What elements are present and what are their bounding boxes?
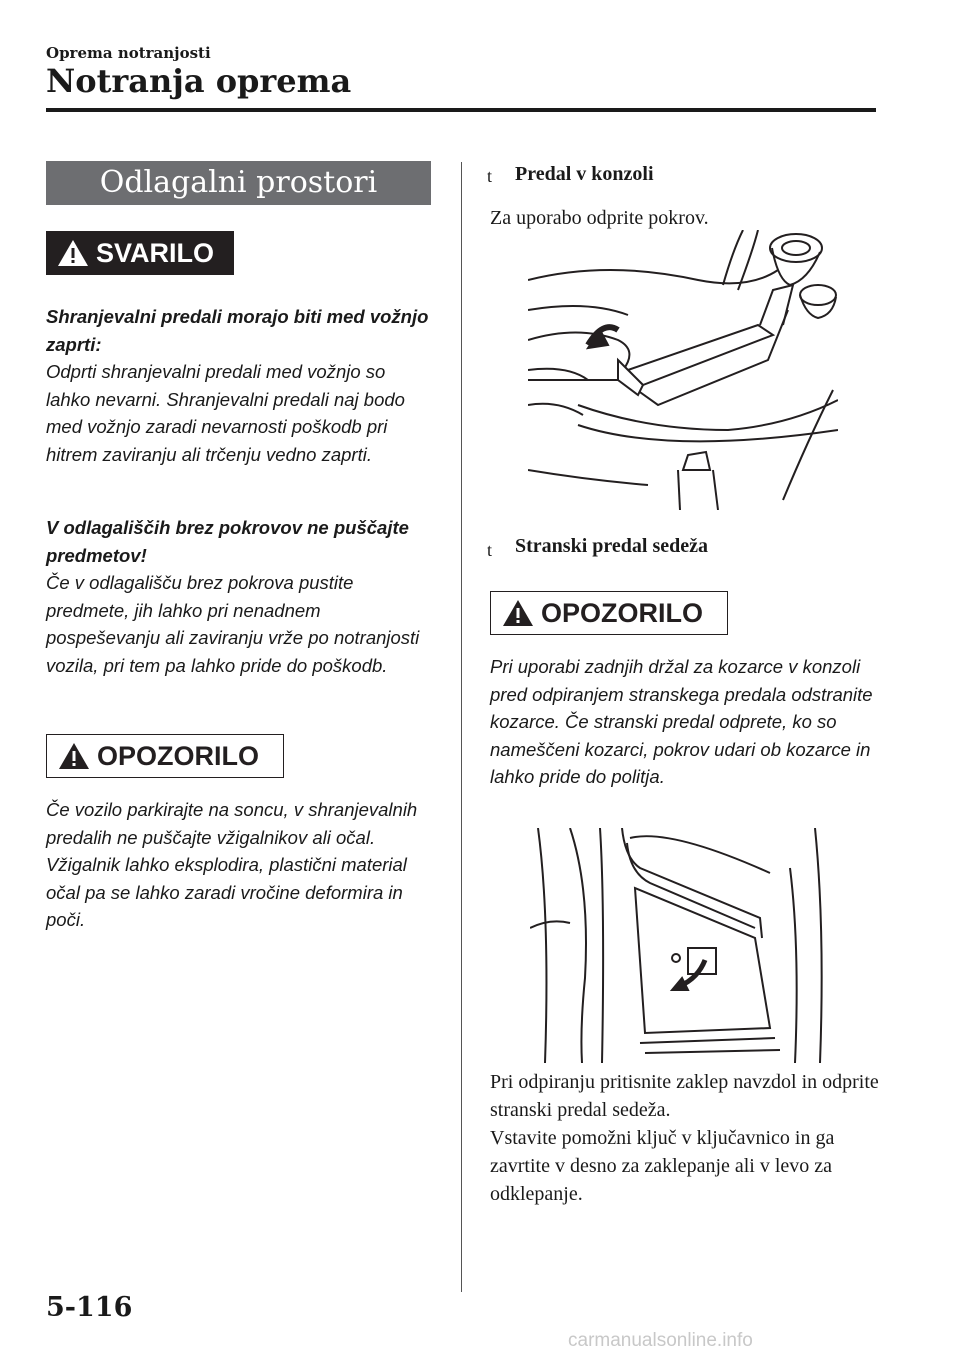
warning-lead-1: Shranjevalni predali morajo biti med vožnjo zaprti: xyxy=(46,306,429,355)
caution-label: OPOZORILO xyxy=(97,740,259,771)
caution-body-left: Če vozilo parkirajte na soncu, v shranjevalnih predalih ne puščajte vžigalnikov ali očal. Vžigalnik lahko eksplodira, plastični material očal pa se lahko zaradi vročine deformira in poči. xyxy=(46,799,418,930)
side-text-2: Vstavite pomožni ključ v ključavnico in ga zavrtite v desno za zaklepanje ali v levo za odklepanje. xyxy=(490,1127,835,1205)
warning-text-2 xyxy=(46,514,431,679)
page-title: Notranja oprema xyxy=(46,62,352,100)
section-title: Odlagalni prostori xyxy=(46,161,431,205)
console-heading: Predal v konzoli xyxy=(515,163,654,185)
caution-text-left xyxy=(46,796,431,934)
page-number: 5-116 xyxy=(46,1292,133,1323)
warning-badge xyxy=(46,231,234,275)
warning-triangle-icon xyxy=(501,598,535,628)
console-text: Za uporabo odprite pokrov. xyxy=(490,207,709,229)
warning-label: SVARILO xyxy=(96,237,215,268)
warning-text-1 xyxy=(46,303,431,468)
bullet-marker: t xyxy=(487,166,493,186)
caution-badge-right xyxy=(490,591,728,635)
side-text xyxy=(490,1068,880,1208)
caution-body-right: Pri uporabi zadnjih držal za kozarce v konzoli pred odpiranjem stranskega predala odstranite kozarce. Če stranski predal odprete, ko so nameščeni kozarci, pokrov udari ob kozarce in lahko pride do politja. xyxy=(490,656,873,787)
warning-lead-2: V odlagališčih brez pokrovov ne puščajte predmetov! xyxy=(46,517,409,566)
caution-text-right xyxy=(490,653,875,791)
chapter-label: Oprema notranjosti xyxy=(46,44,211,62)
bullet-marker: t xyxy=(487,540,493,560)
side-compartment-illustration xyxy=(530,828,830,1063)
side-text-1: Pri odpiranju pritisnite zaklep navzdol in odprite stranski predal sedeža. xyxy=(490,1071,879,1121)
side-heading: Stranski predal sedeža xyxy=(515,535,708,557)
column-divider xyxy=(461,162,462,1292)
caution-label: OPOZORILO xyxy=(541,597,703,628)
watermark: carmanualsonline.info xyxy=(568,1330,753,1351)
warning-triangle-icon xyxy=(57,741,91,771)
header-rule xyxy=(46,108,876,112)
warning-body-1: Odprti shranjevalni predali med vožnjo so lahko nevarni. Shranjevalni predali naj bodo med vožnjo zaradi nevarnosti poškodb pri hitrem zaviranju ali trčenju vedno zaprti. xyxy=(46,361,405,465)
console-box-illustration xyxy=(528,230,838,510)
warning-body-2: Če v odlagališču brez pokrova pustite predmete, jih lahko pri nenadnem pospeševanju ali zaviranju vrže po notranjosti vozila, pri tem pa lahko pride do poškodb. xyxy=(46,572,420,676)
caution-badge-left xyxy=(46,734,284,778)
warning-triangle-icon xyxy=(56,238,90,268)
